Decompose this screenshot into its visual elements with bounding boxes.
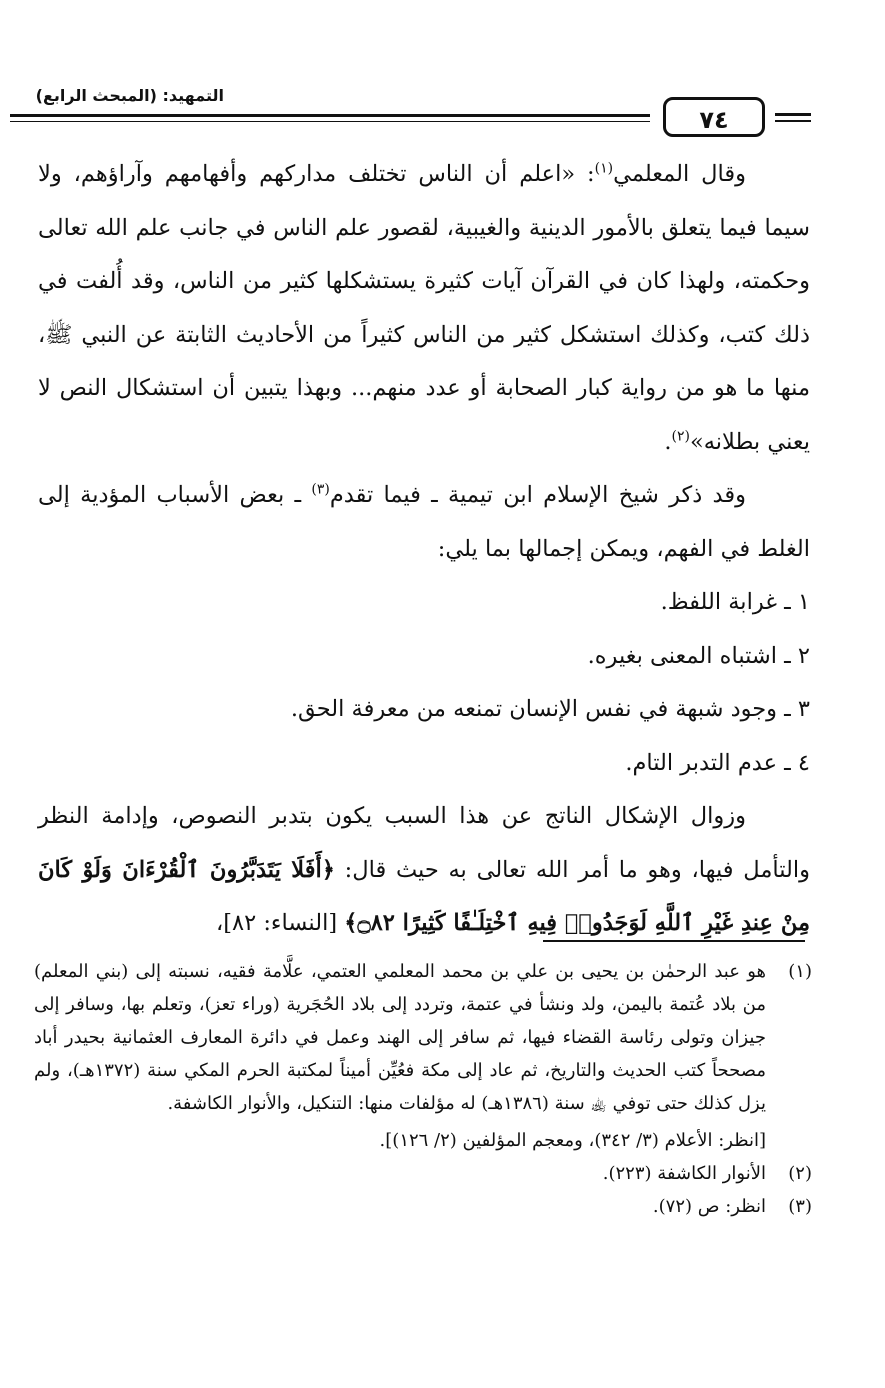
header-rule-thick xyxy=(10,114,650,117)
paragraph-text: . xyxy=(664,428,672,455)
paragraph-text: وزوال الإشكال الناتج عن هذا السبب يكون بتدبر النصوص، وإدامة النظر والتأمل فيها، وهو ما أمر الله تعالى به حيث قال: xyxy=(38,803,810,883)
footnote-number: (٢) xyxy=(788,1163,812,1184)
running-title: التمهيد: (المبحث الرابع) xyxy=(35,86,224,105)
footnote-text: هو عبد الرحمٰن بن يحيى بن علي بن محمد المعلمي العتمي، علَّامة فقيه، نسبته إلى (بني المعلم) من بلاد عُتمة باليمن، ولد ونشأ في عتمة، وتردد إلى بلاد الحُجَرية (وراء تعز)، وتعلم بها، وسافر إلى جيزان وتولى رئاسة القضاء فيها، ثم سافر إلى الهند وعمل في دائرة المعارف العثمانية بحيدر أباد مصححاً كتب الحديث والتاريخ، ثم عاد إلى مكة فعُيِّن أميناً لمكتبة الحرم المكي سنة (١٣٧٢هـ)، ولم يزل كذلك حتى توفي ﵀ سنة (١٣٨٦هـ) له مؤلفات منها: التنكيل، والأنوار الكاشفة. xyxy=(34,961,766,1114)
causes-list xyxy=(38,576,810,790)
verse-reference: [النساء: ٨٢]، xyxy=(215,910,345,936)
footnotes xyxy=(34,955,812,1223)
paragraph-text: وقال المعلمي xyxy=(613,161,747,187)
footnote-ref-3: (٣) xyxy=(311,481,330,498)
footnote-2 xyxy=(34,1157,812,1190)
main-text xyxy=(38,148,810,951)
list-item: ٣ ـ وجود شبهة في نفس الإنسان تمنعه من معرفة الحق. xyxy=(290,696,810,722)
paragraph-quote-muallimi xyxy=(38,148,810,469)
footnote-3 xyxy=(34,1190,812,1223)
paragraph-text: : «اعلم أن الناس تختلف مداركهم وأفهامهم وآراؤهم، ولا سيما فيما يتعلق بالأمور الدينية والغيبية، لقصور علم الناس في جانب علم الله تعالى وحكمته، ولهذا كان في القرآن آيات كثيرة يستشكلها كثير من الناس، وقد أُلفت في ذلك كتب، وكذلك استشكل كثير من الناس كثيراً من الأحاديث الثابتة عن النبي ﷺ، منها ما هو من رواية كبار الصحابة أو عدد منهم... وبهذا يتبين أن استشكال النص لا يعني بطلانه» xyxy=(38,161,810,455)
list-item: ٤ ـ عدم التدبر التام. xyxy=(625,749,810,776)
paragraph-causes-intro xyxy=(38,469,810,576)
footnote-text: الأنوار الكاشفة (٢٢٣). xyxy=(602,1163,766,1184)
header-rule-thin xyxy=(10,121,650,122)
paragraph-text: ـ بعض الأسباب المؤدية إلى الغلط في الفهم، ويمكن إجمالها بما يلي: xyxy=(38,482,810,562)
footnote-number: (١) xyxy=(788,961,812,982)
list-item: ١ ـ غرابة اللفظ. xyxy=(660,589,810,615)
header-rule-short-thick xyxy=(775,113,811,116)
list-item: ٢ ـ اشتباه المعنى بغيره. xyxy=(587,642,810,669)
footnote-1 xyxy=(34,955,812,1120)
footnote-ref-2: (٢) xyxy=(671,428,690,444)
footnote-separator xyxy=(543,940,805,942)
header-rule-short-thin xyxy=(775,120,811,122)
paragraph-text: وقد ذكر شيخ الإسلام ابن تيمية ـ فيما تقدم xyxy=(329,482,746,508)
footnote-ref-1: (١) xyxy=(594,160,614,177)
page-number: ٧٤ xyxy=(663,97,765,137)
quran-verse: ﴿أَفَلَا يَتَدَبَّرُونَ ٱلْقُرْءَانَ وَلَوْ كَانَ مِنْ عِندِ غَيْرِ ٱللَّهِ لَوَجَدُوا۟ فِيهِ ٱخْتِلَـٰفًا كَثِيرًا ۝٨٢﴾ xyxy=(38,856,810,936)
footnote-text: انظر: ص (٧٢). xyxy=(652,1196,766,1217)
footnote-number: (٣) xyxy=(788,1196,812,1217)
footnote-1-source: [انظر: الأعلام (٣/ ٣٤٢)، ومعجم المؤلفين (٢/ ١٢٦)]. xyxy=(379,1130,766,1151)
paragraph-resolution xyxy=(38,790,810,951)
